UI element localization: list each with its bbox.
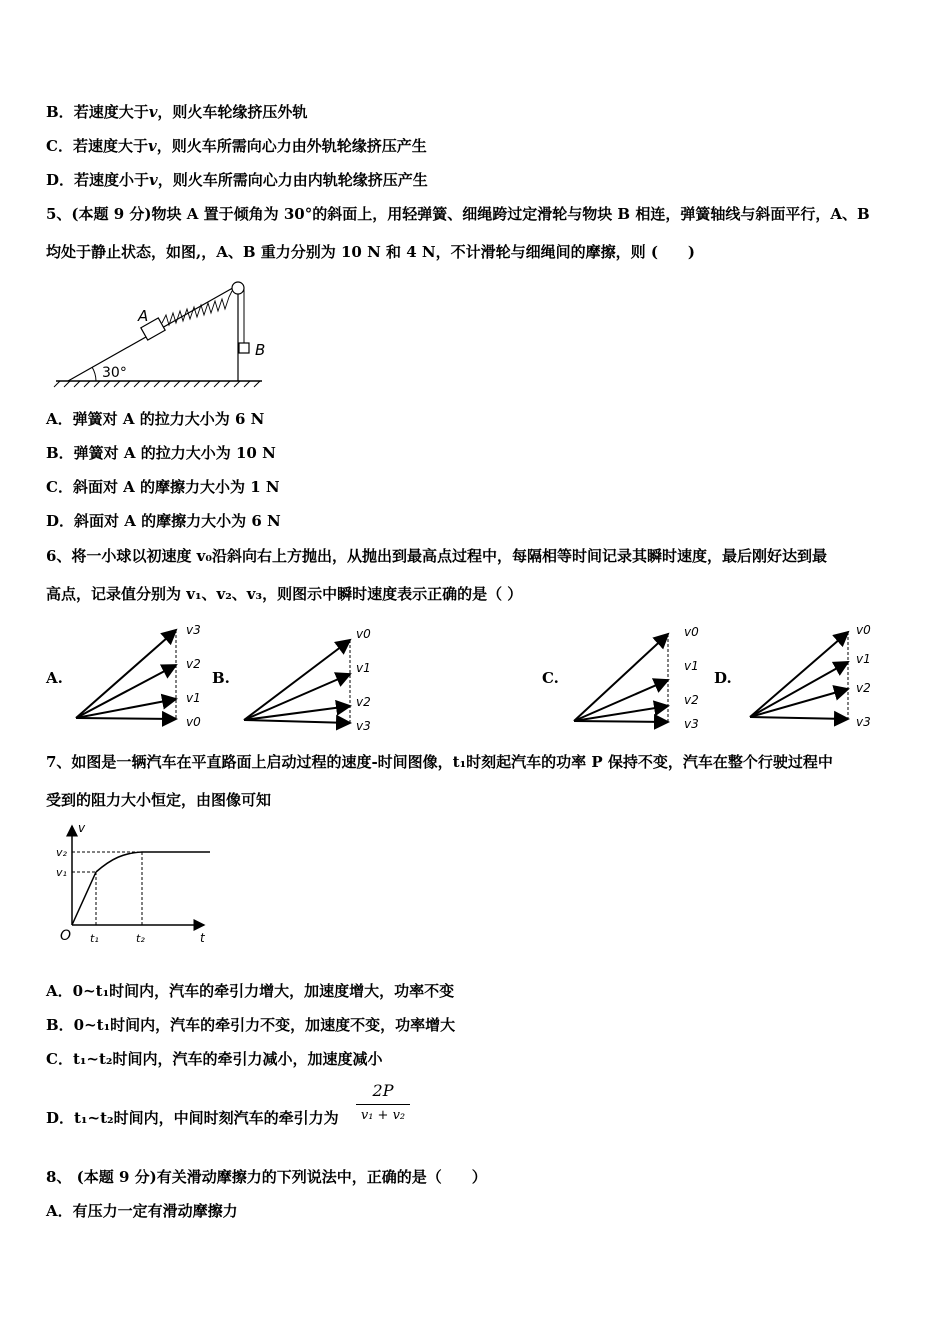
fraction-bar [356,1104,410,1105]
q7-stem-line2: 受到的阻力大小恒定，由图像可知 [46,791,272,809]
q7-option-c: C．t₁~t₂时间内，汽车的牵引力减小，加速度减小 [46,1050,383,1068]
q4-option-d: D．若速度小于v，则火车所需向心力由内轨轮缘挤压产生 [46,171,428,189]
svg-text:v1: v1 [186,691,201,705]
q5-option-c: C．斜面对 A 的摩擦力大小为 1 N [46,478,280,496]
q6-option-c-figure [568,620,718,732]
q5-stem-line1: 5、(本题 9 分)物块 A 置于倾角为 30°的斜面上，用轻弹簧、细绳跨过定滑轮与物块 B 相连，弹簧轴线与斜面平行，A、B [46,205,870,223]
svg-text:v3: v3 [856,715,871,729]
block-b-label: B [255,341,266,359]
q7-option-d: D．t₁~t₂时间内，中间时刻汽车的牵引力为 [46,1109,339,1127]
q6-option-d-figure [744,620,894,732]
svg-text:v1: v1 [356,661,371,675]
q4-option-b: B．若速度大于v，则火车轮缘挤压外轨 [46,103,308,121]
incline-angle-label: 30° [102,365,127,381]
q6-stem-line2: 高点，记录值分别为 v₁、v₂、v₃，则图示中瞬时速度表示正确的是（ ） [46,585,523,603]
block-a-label: A [138,307,149,325]
svg-text:v: v [78,821,86,835]
q7-vt-graph [52,818,222,948]
svg-text:v0: v0 [356,627,371,641]
q6-option-a-figure [70,620,210,732]
svg-text:v0: v0 [186,715,201,729]
q6-option-b-figure [238,620,388,732]
q6-option-c-label: C. [542,669,559,687]
fraction-numerator: 2P [372,1081,394,1100]
svg-text:v₁: v₁ [56,866,67,879]
q6-option-b-label: B. [212,669,230,687]
q5-option-b: B．弹簧对 A 的拉力大小为 10 N [46,444,276,462]
q8-stem: 8、 (本题 9 分)有关滑动摩擦力的下列说法中，正确的是（ ） [46,1168,487,1186]
svg-text:v₂: v₂ [56,846,67,859]
q5-stem-line2: 均处于静止状态，如图,，A、B 重力分别为 10 N 和 4 N，不计滑轮与细绳间的摩擦，则 ( ) [46,243,696,261]
svg-text:v3: v3 [356,719,371,733]
svg-text:v3: v3 [186,623,201,637]
svg-text:t₁: t₁ [90,932,99,945]
q4-option-c: C．若速度大于v，则火车所需向心力由外轨轮缘挤压产生 [46,137,427,155]
svg-text:v1: v1 [684,659,699,673]
q5-option-a: A．弹簧对 A 的拉力大小为 6 N [46,410,265,428]
q7-traction-fraction [356,1080,410,1125]
q6-option-a-label: A. [46,669,63,687]
fraction-denominator: v₁ + v₂ [360,1108,406,1123]
svg-text:v2: v2 [356,695,371,709]
q7-option-b: B．0~t₁时间内，汽车的牵引力不变，加速度不变，功率增大 [46,1016,456,1034]
svg-text:v0: v0 [856,623,871,637]
q7-stem-line1: 7、如图是一辆汽车在平直路面上启动过程的速度-时间图像，t₁时刻起汽车的功率 P 保持不变，汽车在整个行驶过程中 [46,753,833,771]
q5-incline-figure [50,275,270,395]
svg-text:v1: v1 [856,652,871,666]
svg-text:t₂: t₂ [136,932,145,945]
svg-text:O: O [60,928,72,944]
q8-option-a: A．有压力一定有滑动摩擦力 [46,1202,238,1220]
q6-stem-line1: 6、将一小球以初速度 v₀沿斜向右上方抛出，从抛出到最高点过程中，每隔相等时间记录其瞬时速度，最后刚好达到最 [46,547,827,565]
svg-text:v3: v3 [684,717,699,731]
q7-option-a: A．0~t₁时间内，汽车的牵引力增大，加速度增大，功率不变 [46,982,455,1000]
svg-text:v2: v2 [856,681,871,695]
svg-text:v2: v2 [186,657,201,671]
svg-text:t: t [200,931,205,945]
svg-text:v2: v2 [684,693,699,707]
q5-option-d: D．斜面对 A 的摩擦力大小为 6 N [46,512,281,530]
q6-option-d-label: D. [714,669,732,687]
svg-text:v0: v0 [684,625,699,639]
